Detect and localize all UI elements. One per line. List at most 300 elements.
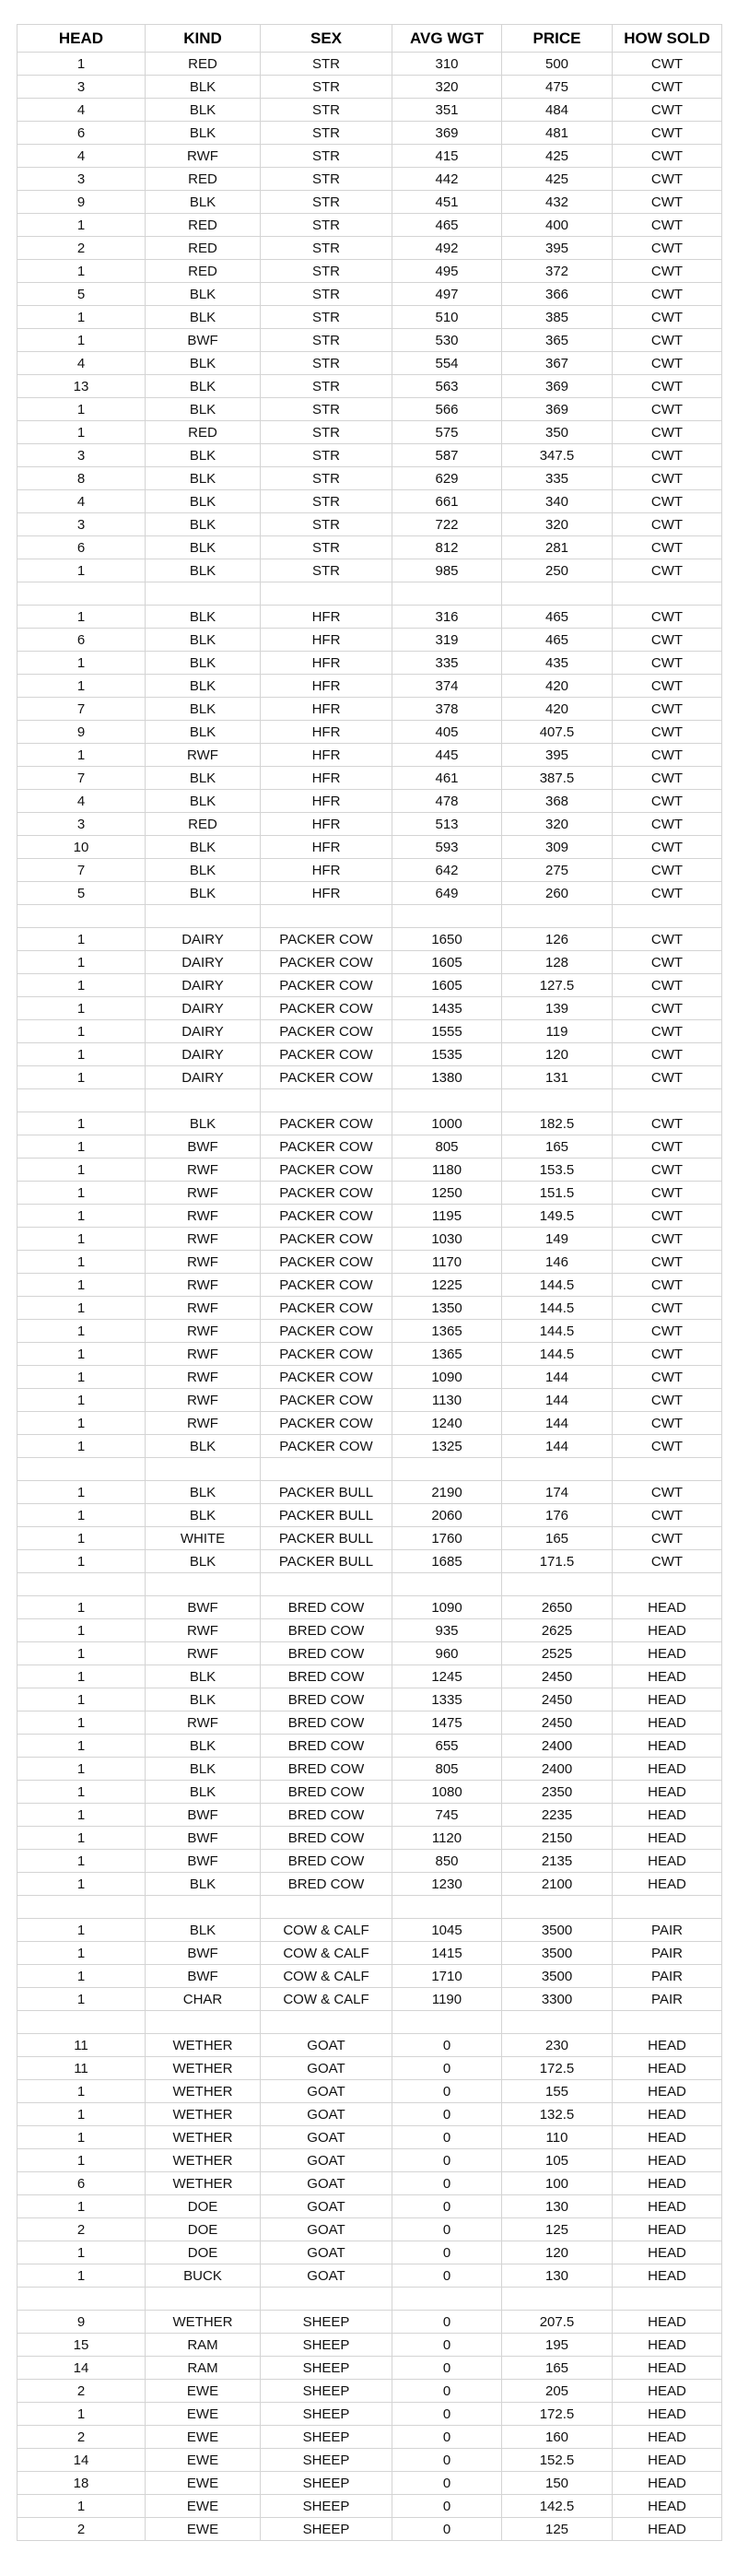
price-cell: 132.5 (502, 2103, 613, 2126)
avg-wgt-cell: 1030 (392, 1228, 502, 1251)
price-cell: 171.5 (502, 1550, 613, 1573)
price-cell: 182.5 (502, 1112, 613, 1135)
sex-cell: BRED COW (261, 1688, 392, 1711)
avg-wgt-cell (392, 2011, 502, 2034)
how-sold-cell: PAIR (613, 1919, 722, 1942)
sale-report (17, 24, 721, 2541)
price-cell: 2400 (502, 1735, 613, 1758)
table-row (18, 1942, 722, 1965)
avg-wgt-cell: 1120 (392, 1827, 502, 1850)
head-cell: 1 (18, 53, 146, 76)
head-cell: 6 (18, 2172, 146, 2195)
kind-cell: DAIRY (146, 951, 261, 974)
kind-cell: RWF (146, 1389, 261, 1412)
sex-cell: STR (261, 513, 392, 536)
kind-cell: BLK (146, 398, 261, 421)
head-cell (18, 1458, 146, 1481)
kind-cell: DOE (146, 2218, 261, 2241)
kind-cell (146, 582, 261, 606)
head-cell: 1 (18, 1366, 146, 1389)
table-row (18, 652, 722, 675)
avg-wgt-cell: 0 (392, 2357, 502, 2380)
price-cell: 3500 (502, 1919, 613, 1942)
avg-wgt-cell: 812 (392, 536, 502, 559)
table-row (18, 905, 722, 928)
sex-cell: PACKER COW (261, 997, 392, 1020)
how-sold-cell: CWT (613, 1297, 722, 1320)
table-row (18, 1205, 722, 1228)
price-cell: 395 (502, 744, 613, 767)
table-row (18, 1412, 722, 1435)
table-row (18, 1020, 722, 1043)
kind-cell (146, 1573, 261, 1596)
table-row (18, 1343, 722, 1366)
kind-cell: RWF (146, 1274, 261, 1297)
table-row (18, 1251, 722, 1274)
how-sold-cell: HEAD (613, 2426, 722, 2449)
table-row (18, 974, 722, 997)
table-row (18, 2311, 722, 2334)
kind-cell: BLK (146, 1435, 261, 1458)
kind-cell: BLK (146, 191, 261, 214)
how-sold-cell: HEAD (613, 1873, 722, 1896)
head-cell: 1 (18, 421, 146, 444)
head-cell: 1 (18, 1596, 146, 1619)
how-sold-cell: HEAD (613, 2172, 722, 2195)
avg-wgt-cell: 655 (392, 1735, 502, 1758)
kind-cell: BLK (146, 1481, 261, 1504)
table-row (18, 1919, 722, 1942)
price-cell: 205 (502, 2380, 613, 2403)
head-cell: 1 (18, 1412, 146, 1435)
sex-cell: BRED COW (261, 1711, 392, 1735)
how-sold-cell: CWT (613, 237, 722, 260)
avg-wgt-cell: 1435 (392, 997, 502, 1020)
price-cell: 144 (502, 1389, 613, 1412)
kind-cell: BLK (146, 467, 261, 490)
sex-cell (261, 1458, 392, 1481)
kind-cell: RED (146, 260, 261, 283)
table-row (18, 1988, 722, 2011)
avg-wgt-cell: 629 (392, 467, 502, 490)
avg-wgt-cell: 722 (392, 513, 502, 536)
head-cell: 1 (18, 329, 146, 352)
kind-cell: RWF (146, 1343, 261, 1366)
head-cell: 1 (18, 1735, 146, 1758)
header-row (18, 25, 722, 53)
sex-cell: HFR (261, 859, 392, 882)
head-cell: 1 (18, 1159, 146, 1182)
how-sold-cell: CWT (613, 122, 722, 145)
table-row (18, 2218, 722, 2241)
head-cell: 2 (18, 2518, 146, 2541)
table-row (18, 836, 722, 859)
sex-cell: STR (261, 559, 392, 582)
head-cell: 1 (18, 1274, 146, 1297)
price-cell: 395 (502, 237, 613, 260)
how-sold-cell: CWT (613, 76, 722, 99)
price-cell: 2350 (502, 1781, 613, 1804)
kind-cell: WHITE (146, 1527, 261, 1550)
sex-cell: STR (261, 444, 392, 467)
avg-wgt-cell: 442 (392, 168, 502, 191)
avg-wgt-cell: 461 (392, 767, 502, 790)
avg-wgt-cell: 320 (392, 76, 502, 99)
price-cell: 425 (502, 168, 613, 191)
kind-cell: BLK (146, 629, 261, 652)
kind-cell: EWE (146, 2518, 261, 2541)
avg-wgt-cell: 1365 (392, 1343, 502, 1366)
kind-cell: BLK (146, 675, 261, 698)
avg-wgt-cell: 1045 (392, 1919, 502, 1942)
column-header-price: PRICE (502, 25, 613, 53)
head-cell (18, 1896, 146, 1919)
how-sold-cell: CWT (613, 606, 722, 629)
price-cell: 144.5 (502, 1274, 613, 1297)
column-header-head: HEAD (18, 25, 146, 53)
price-cell: 3500 (502, 1965, 613, 1988)
kind-cell: EWE (146, 2449, 261, 2472)
price-cell: 2400 (502, 1758, 613, 1781)
price-cell: 125 (502, 2518, 613, 2541)
head-cell: 1 (18, 1043, 146, 1066)
price-cell: 369 (502, 375, 613, 398)
head-cell: 1 (18, 1665, 146, 1688)
price-cell: 207.5 (502, 2311, 613, 2334)
sex-cell: PACKER BULL (261, 1527, 392, 1550)
how-sold-cell: CWT (613, 168, 722, 191)
sex-cell (261, 582, 392, 606)
avg-wgt-cell: 1090 (392, 1366, 502, 1389)
head-cell: 1 (18, 2403, 146, 2426)
how-sold-cell (613, 2288, 722, 2311)
head-cell: 1 (18, 1619, 146, 1642)
how-sold-cell (613, 1089, 722, 1112)
kind-cell: RED (146, 813, 261, 836)
kind-cell: BLK (146, 1735, 261, 1758)
avg-wgt-cell: 465 (392, 214, 502, 237)
table-row (18, 882, 722, 905)
head-cell: 1 (18, 2080, 146, 2103)
table-row (18, 1066, 722, 1089)
how-sold-cell: HEAD (613, 1827, 722, 1850)
avg-wgt-cell: 478 (392, 790, 502, 813)
avg-wgt-cell: 593 (392, 836, 502, 859)
table-row (18, 1504, 722, 1527)
avg-wgt-cell: 1760 (392, 1527, 502, 1550)
kind-cell: DAIRY (146, 997, 261, 1020)
price-cell: 366 (502, 283, 613, 306)
how-sold-cell: CWT (613, 744, 722, 767)
price-cell: 275 (502, 859, 613, 882)
sex-cell: SHEEP (261, 2357, 392, 2380)
head-cell (18, 1089, 146, 1112)
price-cell: 350 (502, 421, 613, 444)
table-row (18, 2057, 722, 2080)
how-sold-cell: HEAD (613, 1781, 722, 1804)
sex-cell: PACKER COW (261, 1159, 392, 1182)
sex-cell: HFR (261, 721, 392, 744)
table-row (18, 122, 722, 145)
how-sold-cell (613, 905, 722, 928)
price-cell: 119 (502, 1020, 613, 1043)
price-cell: 128 (502, 951, 613, 974)
head-cell: 1 (18, 1112, 146, 1135)
how-sold-cell: HEAD (613, 2518, 722, 2541)
head-cell: 8 (18, 467, 146, 490)
kind-cell: EWE (146, 2495, 261, 2518)
head-cell: 1 (18, 1550, 146, 1573)
head-cell: 6 (18, 122, 146, 145)
head-cell: 1 (18, 1527, 146, 1550)
head-cell: 3 (18, 813, 146, 836)
table-row (18, 1665, 722, 1688)
price-cell: 149.5 (502, 1205, 613, 1228)
how-sold-cell: CWT (613, 859, 722, 882)
avg-wgt-cell: 310 (392, 53, 502, 76)
price-cell: 500 (502, 53, 613, 76)
head-cell: 4 (18, 490, 146, 513)
sex-cell: PACKER COW (261, 1274, 392, 1297)
how-sold-cell: CWT (613, 1112, 722, 1135)
how-sold-cell: HEAD (613, 2495, 722, 2518)
sex-cell: PACKER COW (261, 1043, 392, 1066)
head-cell: 1 (18, 2264, 146, 2288)
table-body (18, 53, 722, 2541)
price-cell: 127.5 (502, 974, 613, 997)
price-cell (502, 1458, 613, 1481)
how-sold-cell: HEAD (613, 2334, 722, 2357)
kind-cell: RWF (146, 1366, 261, 1389)
how-sold-cell: CWT (613, 536, 722, 559)
kind-cell: DAIRY (146, 974, 261, 997)
kind-cell: RWF (146, 1642, 261, 1665)
avg-wgt-cell (392, 1573, 502, 1596)
price-cell: 165 (502, 1527, 613, 1550)
table-row (18, 2011, 722, 2034)
price-cell: 2525 (502, 1642, 613, 1665)
table-row (18, 1596, 722, 1619)
head-cell: 1 (18, 2126, 146, 2149)
price-cell: 3300 (502, 1988, 613, 2011)
how-sold-cell: HEAD (613, 1688, 722, 1711)
sex-cell: STR (261, 76, 392, 99)
table-row (18, 2241, 722, 2264)
table-row (18, 352, 722, 375)
price-cell: 153.5 (502, 1159, 613, 1182)
how-sold-cell: CWT (613, 1066, 722, 1089)
head-cell: 1 (18, 1066, 146, 1089)
price-cell: 144 (502, 1412, 613, 1435)
price-cell: 172.5 (502, 2057, 613, 2080)
table-row (18, 1827, 722, 1850)
table-row (18, 421, 722, 444)
table-row (18, 467, 722, 490)
price-cell: 155 (502, 2080, 613, 2103)
avg-wgt-cell: 0 (392, 2518, 502, 2541)
how-sold-cell: CWT (613, 444, 722, 467)
how-sold-cell: CWT (613, 53, 722, 76)
table-row (18, 1550, 722, 1573)
kind-cell: BLK (146, 122, 261, 145)
sex-cell: HFR (261, 652, 392, 675)
head-cell: 14 (18, 2357, 146, 2380)
avg-wgt-cell: 985 (392, 559, 502, 582)
sex-cell: BRED COW (261, 1642, 392, 1665)
column-header-sex: SEX (261, 25, 392, 53)
head-cell: 1 (18, 1481, 146, 1504)
price-cell: 320 (502, 513, 613, 536)
head-cell: 1 (18, 1873, 146, 1896)
avg-wgt-cell: 1325 (392, 1435, 502, 1458)
avg-wgt-cell: 1130 (392, 1389, 502, 1412)
table-row (18, 444, 722, 467)
how-sold-cell: HEAD (613, 2080, 722, 2103)
kind-cell: CHAR (146, 1988, 261, 2011)
head-cell (18, 1573, 146, 1596)
sex-cell: HFR (261, 629, 392, 652)
how-sold-cell: CWT (613, 398, 722, 421)
head-cell: 4 (18, 99, 146, 122)
avg-wgt-cell: 0 (392, 2495, 502, 2518)
sex-cell: STR (261, 260, 392, 283)
sex-cell: COW & CALF (261, 1942, 392, 1965)
head-cell: 1 (18, 1205, 146, 1228)
column-header-kind: KIND (146, 25, 261, 53)
avg-wgt-cell: 1190 (392, 1988, 502, 2011)
kind-cell (146, 2011, 261, 2034)
kind-cell: RWF (146, 1711, 261, 1735)
avg-wgt-cell: 1650 (392, 928, 502, 951)
price-cell: 151.5 (502, 1182, 613, 1205)
sex-cell: HFR (261, 767, 392, 790)
kind-cell: DAIRY (146, 928, 261, 951)
avg-wgt-cell: 1000 (392, 1112, 502, 1135)
sex-cell: HFR (261, 698, 392, 721)
how-sold-cell: HEAD (613, 2357, 722, 2380)
table-row (18, 2334, 722, 2357)
kind-cell: BWF (146, 1850, 261, 1873)
sex-cell: GOAT (261, 2149, 392, 2172)
price-cell (502, 582, 613, 606)
how-sold-cell: HEAD (613, 2380, 722, 2403)
sex-cell: STR (261, 99, 392, 122)
kind-cell: RWF (146, 744, 261, 767)
head-cell: 1 (18, 1343, 146, 1366)
avg-wgt-cell: 0 (392, 2426, 502, 2449)
sale-results-table (17, 24, 722, 2541)
sex-cell: BRED COW (261, 1665, 392, 1688)
table-row (18, 2518, 722, 2541)
table-row (18, 2472, 722, 2495)
price-cell: 435 (502, 652, 613, 675)
sex-cell: PACKER COW (261, 1320, 392, 1343)
sex-cell: PACKER COW (261, 1366, 392, 1389)
avg-wgt-cell (392, 582, 502, 606)
table-row (18, 145, 722, 168)
how-sold-cell: HEAD (613, 2241, 722, 2264)
table-row (18, 1182, 722, 1205)
sex-cell: PACKER COW (261, 1297, 392, 1320)
price-cell: 475 (502, 76, 613, 99)
avg-wgt-cell: 566 (392, 398, 502, 421)
sex-cell: STR (261, 352, 392, 375)
avg-wgt-cell: 2190 (392, 1481, 502, 1504)
kind-cell: BLK (146, 559, 261, 582)
kind-cell: BWF (146, 1804, 261, 1827)
table-row (18, 1711, 722, 1735)
sex-cell (261, 2011, 392, 2034)
how-sold-cell (613, 1458, 722, 1481)
sex-cell: STR (261, 122, 392, 145)
kind-cell: DOE (146, 2195, 261, 2218)
price-cell: 420 (502, 698, 613, 721)
head-cell: 1 (18, 1804, 146, 1827)
table-row (18, 214, 722, 237)
avg-wgt-cell: 445 (392, 744, 502, 767)
table-row (18, 283, 722, 306)
head-cell: 1 (18, 2149, 146, 2172)
head-cell: 1 (18, 1919, 146, 1942)
how-sold-cell: HEAD (613, 1619, 722, 1642)
head-cell: 1 (18, 2241, 146, 2264)
kind-cell: BLK (146, 306, 261, 329)
avg-wgt-cell: 1710 (392, 1965, 502, 1988)
avg-wgt-cell: 1380 (392, 1066, 502, 1089)
table-row (18, 76, 722, 99)
avg-wgt-cell: 1240 (392, 1412, 502, 1435)
kind-cell: BLK (146, 490, 261, 513)
kind-cell: RWF (146, 1159, 261, 1182)
head-cell: 14 (18, 2449, 146, 2472)
head-cell: 3 (18, 168, 146, 191)
head-cell: 1 (18, 306, 146, 329)
how-sold-cell: CWT (613, 421, 722, 444)
table-row (18, 1642, 722, 1665)
avg-wgt-cell: 316 (392, 606, 502, 629)
head-cell: 9 (18, 2311, 146, 2334)
avg-wgt-cell: 1090 (392, 1596, 502, 1619)
sex-cell: GOAT (261, 2264, 392, 2288)
kind-cell: DAIRY (146, 1020, 261, 1043)
price-cell: 340 (502, 490, 613, 513)
sex-cell: PACKER COW (261, 1020, 392, 1043)
kind-cell: RAM (146, 2357, 261, 2380)
kind-cell: BLK (146, 76, 261, 99)
how-sold-cell: CWT (613, 145, 722, 168)
sex-cell: HFR (261, 790, 392, 813)
head-cell: 1 (18, 652, 146, 675)
table-row (18, 2034, 722, 2057)
head-cell: 7 (18, 698, 146, 721)
kind-cell: EWE (146, 2426, 261, 2449)
sex-cell: STR (261, 536, 392, 559)
kind-cell: BLK (146, 721, 261, 744)
head-cell: 11 (18, 2057, 146, 2080)
price-cell: 120 (502, 2241, 613, 2264)
avg-wgt-cell: 0 (392, 2264, 502, 2288)
kind-cell: RWF (146, 1297, 261, 1320)
head-cell: 1 (18, 951, 146, 974)
head-cell: 1 (18, 1435, 146, 1458)
table-row (18, 1458, 722, 1481)
avg-wgt-cell: 374 (392, 675, 502, 698)
head-cell: 15 (18, 2334, 146, 2357)
table-row (18, 1688, 722, 1711)
how-sold-cell: CWT (613, 997, 722, 1020)
kind-cell (146, 2288, 261, 2311)
price-cell: 2150 (502, 1827, 613, 1850)
